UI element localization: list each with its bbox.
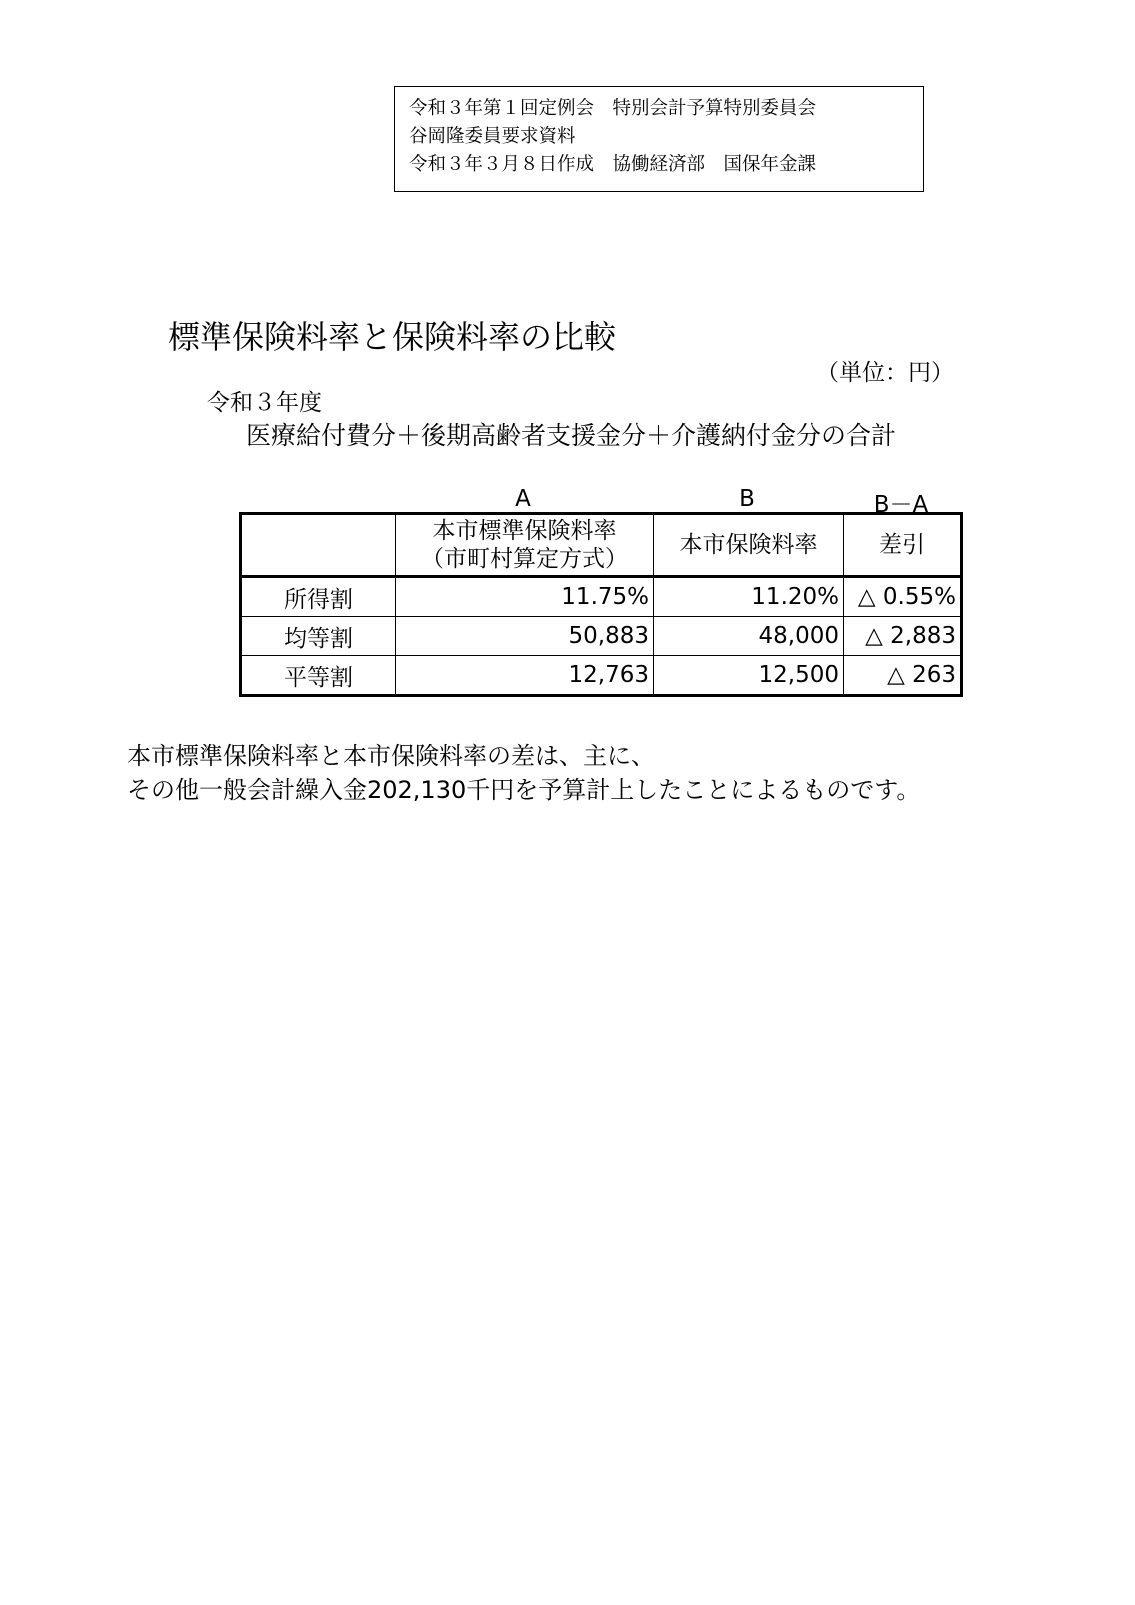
row-label: 平等割 [241,656,396,696]
header-line-session: 令和３年第１回定例会 特別会計予算特別委員会 [409,98,817,119]
header-blank-cell [241,514,396,577]
cell-difference: △ 2,883 [844,617,962,656]
note-line-2: その他一般会計繰入金202,130千円を予算計上したことによるものです。 [127,776,921,804]
cell-standard-rate: 12,763 [396,656,654,696]
cell-difference: △ 0.55% [844,577,962,617]
cell-standard-rate: 50,883 [396,617,654,656]
unit-label: （単位：円） [816,360,954,386]
table-row [241,617,962,656]
header-standard-rate-line2: （市町村算定方式） [421,546,628,572]
header-line-created: 令和３年３月８日作成 協働経済部 国保年金課 [409,154,817,175]
comparison-table [239,512,963,697]
cell-city-rate: 11.20% [654,577,844,617]
column-letter-b: B [739,486,755,512]
cell-city-rate: 12,500 [654,656,844,696]
fiscal-year: 令和３年度 [207,390,322,416]
header-box [394,86,924,192]
note-line-1: 本市標準保険料率と本市保険料率の差は、主に、 [127,742,655,770]
header-difference: 差引 [844,514,962,577]
table-row [241,656,962,696]
subtitle: 医療給付費分＋後期高齢者支援金分＋介護納付金分の合計 [246,421,897,450]
header-standard-rate-line1: 本市標準保険料率 [432,518,617,544]
table-row [241,577,962,617]
table-header-row [241,514,962,577]
page-title: 標準保険料率と保険料率の比較 [168,318,617,356]
row-label: 均等割 [241,617,396,656]
cell-standard-rate: 11.75% [396,577,654,617]
row-label: 所得割 [241,577,396,617]
header-line-request: 谷岡隆委員要求資料 [409,126,576,147]
header-city-rate: 本市保険料率 [654,514,844,577]
column-letter-diff: B－A [873,492,929,518]
column-letter-a: A [515,486,531,512]
cell-city-rate: 48,000 [654,617,844,656]
header-standard-rate [396,514,654,577]
cell-difference: △ 263 [844,656,962,696]
